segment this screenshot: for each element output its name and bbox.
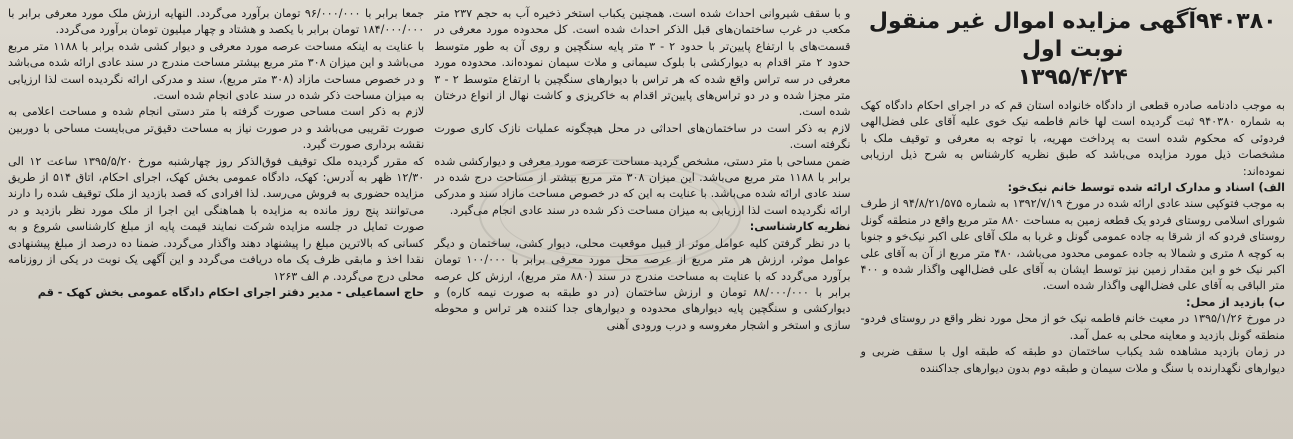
paragraph: جمعا برابر با ۹۶/۰۰۰/۰۰۰ تومان برآورد می‌گردد. النهایه ارزش ملک مورد معرفی برابر با ۱۸۴/۰۰۰/۰۰۰ تومان برابر با یکصد و هشتاد و چهار میلیون تومان برآورد می‌گردد.	[8, 7, 425, 37]
paragraph: به موجب فتوکپی سند عادی ارائه شده در مورخ ۱۳۹۲/۷/۱۹ به شماره ۹۴/۸/۲۱/۵۷۵ از طرف شورای اسلامی روستای فردو یک قطعه زمین به مساحت ۸۸۰ متر مربع واقع در منطقه گونل روستای فردو که از شرقا به جاده عمومی گونل و غربا به ملک آقای علی اکبر نیک‌خو و جنوبا به کوچه ۸ متری و شمالا به جاده عمومی محدود می‌باشد، ۴۸۰ متر مربع از آن به آقای علی اکبر نیک خو و این مقدار زمین نیز توسط ایشان به آقای علی فضل‌الهی واگذار شده و ۴۰۰ متر الباقی به آقای علی فضل‌الهی واگذار شده است.	[860, 197, 1285, 293]
column-left	[8, 6, 424, 439]
paragraph: با در نظر گرفتن کلیه عوامل موثر از قبیل موقعیت محلی، دیوار کشی، ساختمان و دیگر عوامل موثر، ارزش هر متر مربع از عرصه محل مورد معرفی برابر با ۱۰۰/۰۰۰ تومان برآورد می‌گردد که با عنایت به مساحت مندرج در سند (۸۸۰ متر مربع)، ارزش کل عرصه برابر با ۸۸/۰۰۰/۰۰۰ تومان و ارزش ساختمان (در دو طبقه به صورت نیمه کاره) و دیوارکشی و سنگچین پایه دیوارهای محدوده و دیوارهای جدا کننده هر تراس و محوطه سازی و استخر و اشجار مغروسه و درب ورودی آهنی	[434, 236, 851, 332]
column-right	[860, 6, 1285, 439]
signature-line: حاج اسماعیلی - مدیر دفتر اجرای احکام دادگاه عمومی بخش کهک - قم	[37, 285, 425, 299]
paragraph: لازم به ذکر است مساحی صورت گرفته با متر دستی انجام شده و مساحت اعلامی به صورت تقریبی می‌باشد و در صورت نیاز به مساحت دقیق‌تر می‌بایست مساحی با دوربین نقشه برداری صورت گیرد.	[8, 105, 425, 152]
paragraph: و با سقف شیروانی احداث شده است. همچنین یکباب استخر ذخیره آب به حجم ۲۳۷ متر مکعب در غرب ساختمان‌های قبل الذکر احداث شده است. کل محدوده مورد معرفی در قسمت‌های با ارتفاع پایین‌تر با حدود ۲ - ۳ متر پایه سنگچین و روی آن به طور متوسط حدود ۲ متر اقدام به دیوارکشی با بلوک سیمانی و ملات سیمان نموده‌اند. محدوده مورد معرفی در سه تراس واقع شده که هر تراس با دیوارهای سنگچین با ارتفاع متوسط ۲ - ۳ متر مجزا شده و در دو تراس‌های پایین‌تر اقدام به خاکریزی و کاشت نهال از انواع درختان شده است.	[434, 7, 851, 119]
paragraph: در مورخ ۱۳۹۵/۱/۲۶ در معیت خانم فاطمه نیک خو از محل مورد نظر واقع در روستای فردو- منطقه گونل بازدید و معاینه محلی به عمل آمد.	[860, 312, 1285, 342]
notice-title: ۹۴۰۳۸۰آگهی مزایده اموال غیر منقول نوبت اول	[868, 9, 1277, 62]
section-heading: نظریه کارشناسی:	[749, 220, 851, 234]
paragraph: با عنایت به اینکه مساحت عرصه مورد معرفی و دیوار کشی شده برابر با ۱۱۸۸ متر مربع می‌باشد و این میزان ۳۰۸ متر مربع بیشتر مساحت مندرج در سند عادی ارائه شده می‌باشد و در خصوص مساحت مازاد (۳۰۸ متر مربع)، سند و مدرکی ارائه نگردیده است لذا ارزیابی به میزان مساحت ذکر شده در سند عادی انجام شده است.	[8, 39, 425, 103]
section-heading: الف) اسناد و مدارک ارائه شده توسط خانم نیک‌خو:	[1007, 181, 1285, 195]
paragraph: لازم به ذکر است در ساختمان‌های احداثی در محل هیچگونه عملیات نازک کاری صورت نگرفته است.	[434, 121, 851, 152]
paragraph: به موجب دادنامه صادره قطعی از دادگاه خانواده استان قم که در اجرای احکام دادگاه کهک به شماره ۹۴۰۳۸۰ ثبت گردیده است لها خانم فاطمه نیک خوی علیه آقای علی فضل‌الهی فردوئی که محکوم شده است به پرداخت مهریه، با توجه به معرفی و توقیف ملک با مشخصات ذیل مورد مزایده می‌باشد که طبق نظریه کارشناس به شرح ذیل ارزیابی نموده‌اند:	[860, 99, 1285, 178]
notice-date: ۱۳۹۵/۴/۲۴	[1017, 65, 1128, 90]
column-middle	[434, 6, 850, 439]
section-heading: ب) بازدید از محل:	[1185, 295, 1285, 309]
paragraph: که مقرر گردیده ملک توقیف فوق‌الذکر روز چهارشنبه مورخ ۱۳۹۵/۵/۲۰ ساعت ۱۲ الی ۱۲/۳۰ ظهر به آدرس: کهک، دادگاه عمومی بخش کهک، اجرای احکام، اتاق ۵۱۴ از طریق مزایده حضوری به فروش می‌رسد. لذا افرادی که قصد بازدید از ملک توقیف شده را دارند می‌توانند پنج روز مانده به مزایده با هماهنگی این اجرا از ملک مورد نظر بازدید و در صورت تمایل در جلسه مزایده شرکت نمایند قیمت پایه از مبلغ کارشناسی شروع و به کسانی که بالاترین مبلغ را پیشنهاد دهند واگذار می‌گردد. ضمنا ده درصد از مبلغ پیشنهادی نقدا اخذ و مابقی ظرف یک ماه دریافت می‌گردد و این آگهی یک نوبت در یکی از روزنامه محلی درج می‌گردد. م الف ۱۲۶۳	[8, 154, 425, 283]
paragraph: ضمن مساحی با متر دستی، مشخص گردید مساحت عرصه مورد معرفی و دیوارکشی شده برابر با ۱۱۸۸ متر مربع می‌باشد. این میزان ۳۰۸ متر مربع بیشتر از مساحت درج شده در سند عادی ارائه شده می‌باشد. با عنایت به این که در خصوص مساحت مازاد سند و مدرکی ارائه نگردیده است لذا ارزیابی به میزان مساحت ذکر شده در سند عادی انجام می‌گیرد.	[434, 154, 851, 217]
paragraph: در زمان بازدید مشاهده شد یکباب ساختمان دو طبقه که طبقه اول با سقف ضربی و دیوارهای نگهدارنده با سنگ و ملات سیمان و طبقه دوم بدون دیوارهای جداکننده	[860, 345, 1285, 375]
